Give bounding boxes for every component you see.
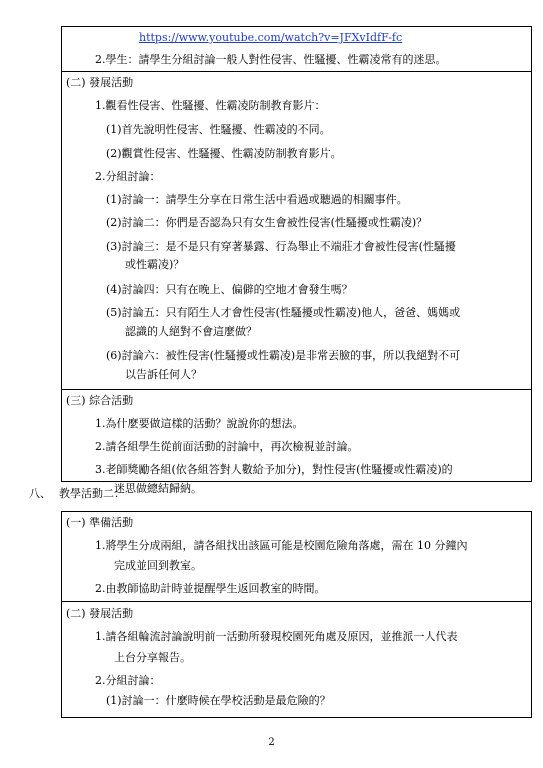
section-heading [29,487,125,501]
discussion-1: (1)討論一：請學生分享在日常生活中看過或聽過的相關事件。 [106,193,408,206]
develop-activity-heading: (二) 發展活動 [66,76,134,89]
develop2-discussion-1: (1)討論一：什麼時候在學校活動是最危險的？ [106,694,331,707]
discussion-2: (2)討論二：你們是否認為只有女生會被性侵害(性騷擾或性霸凌)？ [106,216,428,229]
summary-item-1: 1.為什麼要做這樣的活動？說說你的想法。 [95,417,304,430]
row-divider [62,389,531,390]
discussion-3: (3)討論三：是不是只有穿著暴露、行為舉止不端莊才會被性侵害(性騷擾 [106,240,456,253]
video-sub-item-1: (1)首先說明性侵害、性騷擾、性霸凌的不同。 [106,123,331,136]
discussion-5-cont: 認識的人絕對不會這麼做？ [125,325,257,338]
section-title: 教學活動二： [59,487,125,500]
discussion-6-cont: 以告訴任何人？ [125,368,202,381]
student-discussion-item: 2.學生：請學生分組討論一般人對性侵害、性騷擾、性霸凌常有的迷思。 [95,53,447,66]
row-divider [62,71,531,72]
summary-item-2: 2.請各組學生從前面活動的討論中，再次檢視並討論。 [95,440,359,453]
discussion-3-cont: 或性霸凌)？ [125,258,185,271]
activity-two-table [61,511,532,718]
page-number: 2 [268,737,275,748]
video-sub-item-2: (2)觀賞性侵害、性騷擾、性霸凌防制教育影片。 [106,147,342,160]
develop-activity-heading-2: (二) 發展活動 [66,607,134,620]
discussion-6: (6)討論六：被性侵害(性騷擾或性霸凌)是非常丟臉的事，所以我絕對不可 [106,349,461,362]
section-number: 八、 [29,487,51,500]
video-link[interactable]: https://www.youtube.com/watch?v=JFXvIdfF-fc [139,31,403,44]
row-divider [62,601,531,602]
develop2-item-1: 1.請各組輪流討論說明前一活動所發現校園死角處及原因，並推派一人代表 [95,630,458,643]
video-watch-item: 1.觀看性侵害、性騷擾、性霸凌防制教育影片： [95,99,326,112]
develop2-item-1-cont: 上台分享報告。 [114,651,191,664]
summary-activity-heading: (三) 綜合活動 [66,394,134,407]
group-discussion-item: 2.分組討論： [95,170,161,183]
discussion-4: (4)討論四：只有在晚上、偏僻的空地才會發生嗎？ [106,283,353,296]
prep-item-2: 2.由教師協助計時並提醒學生返回教室的時間。 [95,582,326,595]
summary-item-3-cont: 迷思做總結歸納。 [114,482,202,495]
discussion-5: (5)討論五：只有陌生人才會性侵害(性騷擾或性霸凌)他人，爸爸、媽媽或 [106,306,461,319]
prep-activity-heading: (一) 準備活動 [66,516,134,529]
prep-item-1-cont: 完成並回到教室。 [114,559,202,572]
summary-item-3: 3.老師獎勵各組(依各組答對人數給予加分)，對性侵害(性騷擾或性霸凌)的 [95,463,453,476]
develop2-item-2: 2.分組討論： [95,674,161,687]
prep-item-1: 1.將學生分成兩組，請各組找出該區可能是校園危險角落處，需在 10 分鐘內 [95,539,468,552]
